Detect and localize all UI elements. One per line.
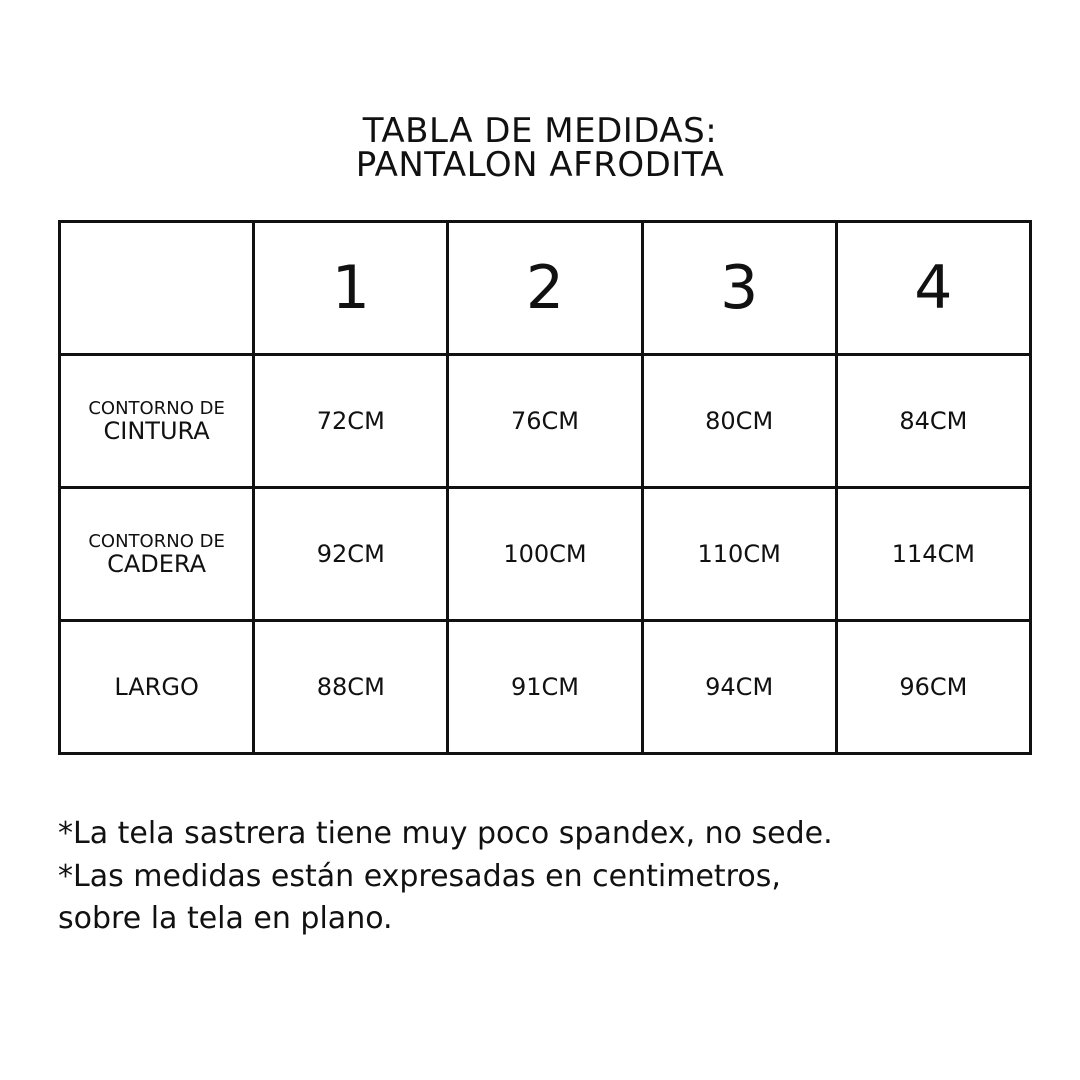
row-label-hip-line2: CADERA bbox=[107, 550, 207, 578]
title-line-2: PANTALON AFRODITA bbox=[355, 145, 725, 185]
footnotes bbox=[58, 812, 1038, 940]
row-label-length: LARGO bbox=[60, 621, 254, 754]
waist-size-2: 76CM bbox=[448, 355, 642, 488]
page-title bbox=[0, 111, 1080, 185]
size-header-2: 2 bbox=[448, 222, 642, 355]
row-label-hip bbox=[60, 488, 254, 621]
note-measurements-line2: sobre la tela en plano. bbox=[58, 901, 393, 936]
table-row-length bbox=[60, 621, 1031, 754]
header-row bbox=[60, 222, 1031, 355]
row-label-waist bbox=[60, 355, 254, 488]
empty-corner-cell bbox=[60, 222, 254, 355]
size-header-4: 4 bbox=[836, 222, 1030, 355]
size-header-3: 3 bbox=[642, 222, 836, 355]
length-size-4: 96CM bbox=[836, 621, 1030, 754]
waist-size-1: 72CM bbox=[254, 355, 448, 488]
length-size-3: 94CM bbox=[642, 621, 836, 754]
table-row-hip bbox=[60, 488, 1031, 621]
size-chart-table bbox=[58, 220, 1032, 755]
hip-size-2: 100CM bbox=[448, 488, 642, 621]
hip-size-4: 114CM bbox=[836, 488, 1030, 621]
row-label-hip-line1: CONTORNO DE bbox=[88, 531, 225, 552]
row-label-waist-line1: CONTORNO DE bbox=[88, 398, 225, 419]
hip-size-1: 92CM bbox=[254, 488, 448, 621]
length-size-2: 91CM bbox=[448, 621, 642, 754]
size-header-1: 1 bbox=[254, 222, 448, 355]
title-line-1: TABLA DE MEDIDAS: bbox=[362, 111, 718, 151]
table-row-waist bbox=[60, 355, 1031, 488]
waist-size-3: 80CM bbox=[642, 355, 836, 488]
row-label-waist-line2: CINTURA bbox=[103, 417, 210, 445]
length-size-1: 88CM bbox=[254, 621, 448, 754]
waist-size-4: 84CM bbox=[836, 355, 1030, 488]
note-measurements-line1: *Las medidas están expresadas en centimetros, bbox=[58, 859, 781, 894]
note-fabric: *La tela sastrera tiene muy poco spandex, no sede. bbox=[58, 816, 833, 851]
hip-size-3: 110CM bbox=[642, 488, 836, 621]
